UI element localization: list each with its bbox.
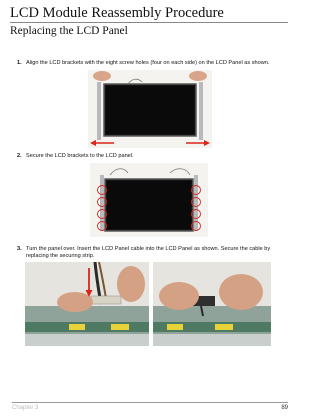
step-2 [17, 153, 276, 160]
photo-lcd-brackets-secure [90, 163, 208, 237]
page-number: 89 [281, 405, 288, 411]
step-text: Align the LCD brackets with the eight screw holes (four on each side) on the LCD Panel as shown. [26, 60, 270, 66]
step-1 [17, 60, 276, 67]
section-title: Replacing the LCD Panel [10, 25, 128, 37]
photo-lcd-cable-insert [25, 262, 149, 346]
footer-divider [12, 402, 288, 403]
step-text: Secure the LCD brackets to the LCD panel. [26, 153, 134, 159]
title-divider [10, 22, 288, 23]
step-3 [17, 246, 276, 259]
step-number: 2. [17, 153, 22, 159]
step-number: 3. [17, 246, 22, 252]
step-text: Turn the panel over. Insert the LCD Panel cable into the LCD Panel as shown. Secure the cable by replacing the securing strip. [26, 246, 271, 259]
photo-lcd-cable-strip [153, 262, 271, 346]
page-title: LCD Module Reassembly Procedure [10, 5, 224, 21]
step-number: 1. [17, 60, 22, 66]
photo-lcd-brackets-align [88, 70, 212, 148]
footer-chapter: Chapter 3 [12, 405, 39, 411]
